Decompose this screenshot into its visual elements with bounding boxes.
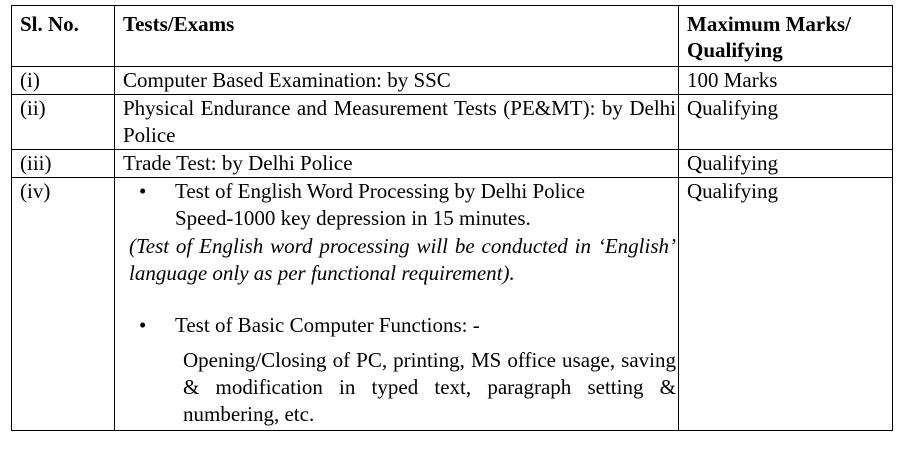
row-marks: Qualifying	[679, 150, 893, 178]
exam-table	[11, 5, 893, 431]
bullet1-line2: Speed-1000 key depression in 15 minutes.	[175, 206, 531, 230]
header-sl-no: Sl. No.	[12, 6, 115, 67]
row-test-name: Computer Based Examination: by SSC	[115, 67, 679, 95]
italic-note: (Test of English word processing will be conducted in ‘English’ language only as per functional requirement).	[129, 234, 676, 285]
bullet1-line1: Test of English Word Processing by Delhi Police	[175, 179, 585, 203]
bullet2-text: Test of Basic Computer Functions: -	[175, 313, 480, 337]
header-maximum-marks	[679, 6, 893, 67]
row-sl-no: (i)	[12, 67, 115, 95]
bullet-icon: •	[139, 179, 147, 203]
exam-table-wrapper	[11, 5, 893, 431]
table-row	[12, 95, 893, 150]
table-row	[12, 150, 893, 178]
row-marks: Qualifying	[679, 178, 893, 431]
header-tests-exams: Tests/Exams	[115, 6, 679, 67]
spacer	[123, 287, 676, 312]
row-test-name: Trade Test: by Delhi Police	[115, 150, 679, 178]
bullet-icon: •	[139, 313, 147, 337]
row-marks: 100 Marks	[679, 67, 893, 95]
row-marks: Qualifying	[679, 95, 893, 150]
table-row	[12, 178, 893, 431]
header-marks-line2: Qualifying	[687, 38, 783, 62]
bullet-item-basic-computer-functions	[123, 312, 676, 339]
table-row	[12, 67, 893, 95]
header-marks-line1: Maximum Marks/	[687, 12, 851, 36]
row-sl-no: (iv)	[12, 178, 115, 431]
table-header-row	[12, 6, 893, 67]
row-sl-no: (ii)	[12, 95, 115, 150]
bullet2-detail: Opening/Closing of PC, printing, MS office usage, saving & modification in typed text, paragraph setting & numbering, etc.	[183, 348, 676, 426]
row-sl-no: (iii)	[12, 150, 115, 178]
row-test-details	[115, 178, 679, 431]
row-test-name: Physical Endurance and Measurement Tests (PE&MT): by Delhi Police	[115, 95, 679, 150]
bullet-item-english-word-processing	[123, 178, 676, 232]
